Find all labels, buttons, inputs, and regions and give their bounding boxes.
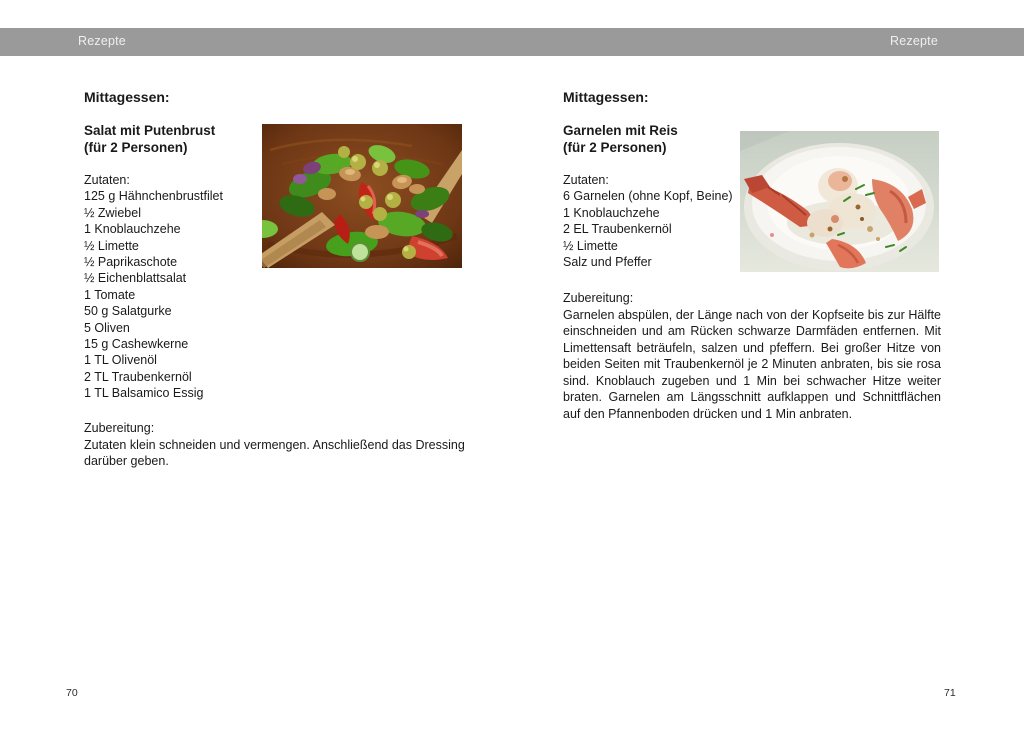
ingredient-item: 1 Knoblauchzehe: [84, 222, 181, 237]
recipe-title: Salat mit Putenbrust: [84, 123, 216, 138]
preparation-block: [84, 420, 466, 470]
header-bar: [0, 28, 1024, 56]
ingredient-item: 15 g Cashewkerne: [84, 337, 189, 352]
ingredients-label: Zutaten:: [563, 173, 609, 187]
salad-photo: [262, 124, 462, 268]
preparation-text: Garnelen abspülen, der Länge nach von der Kopfseite bis zur Hälfte einschneiden und am Rücken schwarze Darmfäden entfernen. Mit Limettensaft beträufeln, salzen und pfeffern. Bei großer Hitze von beiden Seiten mit Traubenkernöl je 2 Minuten anbraten, bis sie rosa sind. Knoblauch zugeben und 1 Min bei schwacher Hitze weiter braten. Garnelen am Längsschnitt aufklappen und Schnittflächen auf den Pfannenboden drücken und 1 Min anbraten.: [563, 307, 941, 421]
ingredient-item: ½ Eichenblattsalat: [84, 271, 187, 286]
ingredient-item: 1 TL Olivenöl: [84, 353, 157, 368]
recipe-title-block: [563, 122, 678, 156]
page-number-left: 70: [66, 687, 78, 699]
shrimp-photo-graphic: [740, 131, 939, 272]
ingredient-item: ½ Paprikaschote: [84, 255, 178, 270]
preparation-text: Zutaten klein schneiden und vermengen. Anschließend das Dressing darüber geben.: [84, 437, 465, 468]
ingredient-item: 1 Tomate: [84, 287, 136, 302]
ingredient-item: 125 g Hähnchenbrustfilet: [84, 189, 223, 204]
section-title: Mittagessen:: [84, 89, 170, 105]
ingredient-item: 1 TL Balsamico Essig: [84, 386, 204, 401]
ingredients-list: [563, 172, 743, 270]
page-number-right: 71: [944, 687, 956, 699]
ingredients-items: [563, 188, 743, 270]
ingredients-list: [84, 172, 284, 402]
ingredient-item: ½ Zwiebel: [84, 205, 141, 220]
ingredient-item: 2 TL Traubenkernöl: [84, 369, 192, 384]
ingredient-item: 5 Oliven: [84, 320, 130, 335]
recipe-title-block: [84, 122, 215, 156]
ingredient-item: 1 Knoblauchzehe: [563, 205, 660, 220]
ingredient-item: 50 g Salatgurke: [84, 304, 172, 319]
preparation-block: [563, 290, 941, 422]
ingredients-items: [84, 188, 284, 401]
ingredient-item: ½ Limette: [84, 238, 139, 253]
header-left-label: Rezepte: [78, 34, 126, 48]
ingredient-item: ½ Limette: [563, 238, 618, 253]
ingredient-item: 2 EL Traubenkernöl: [563, 222, 672, 237]
recipe-title: Garnelen mit Reis: [563, 123, 678, 138]
recipe-serving: (für 2 Personen): [563, 140, 667, 155]
ingredients-label: Zutaten:: [84, 173, 130, 187]
section-title: Mittagessen:: [563, 89, 649, 105]
ingredient-item: 6 Garnelen (ohne Kopf, Beine): [563, 189, 733, 204]
preparation-label: Zubereitung:: [84, 421, 155, 435]
recipe-serving: (für 2 Personen): [84, 140, 188, 155]
ingredient-item: Salz und Pfeffer: [563, 255, 652, 270]
shrimp-photo: [740, 131, 939, 272]
preparation-label: Zubereitung:: [563, 291, 634, 305]
salad-photo-graphic: [262, 124, 462, 268]
header-right-label: Rezepte: [890, 34, 938, 48]
